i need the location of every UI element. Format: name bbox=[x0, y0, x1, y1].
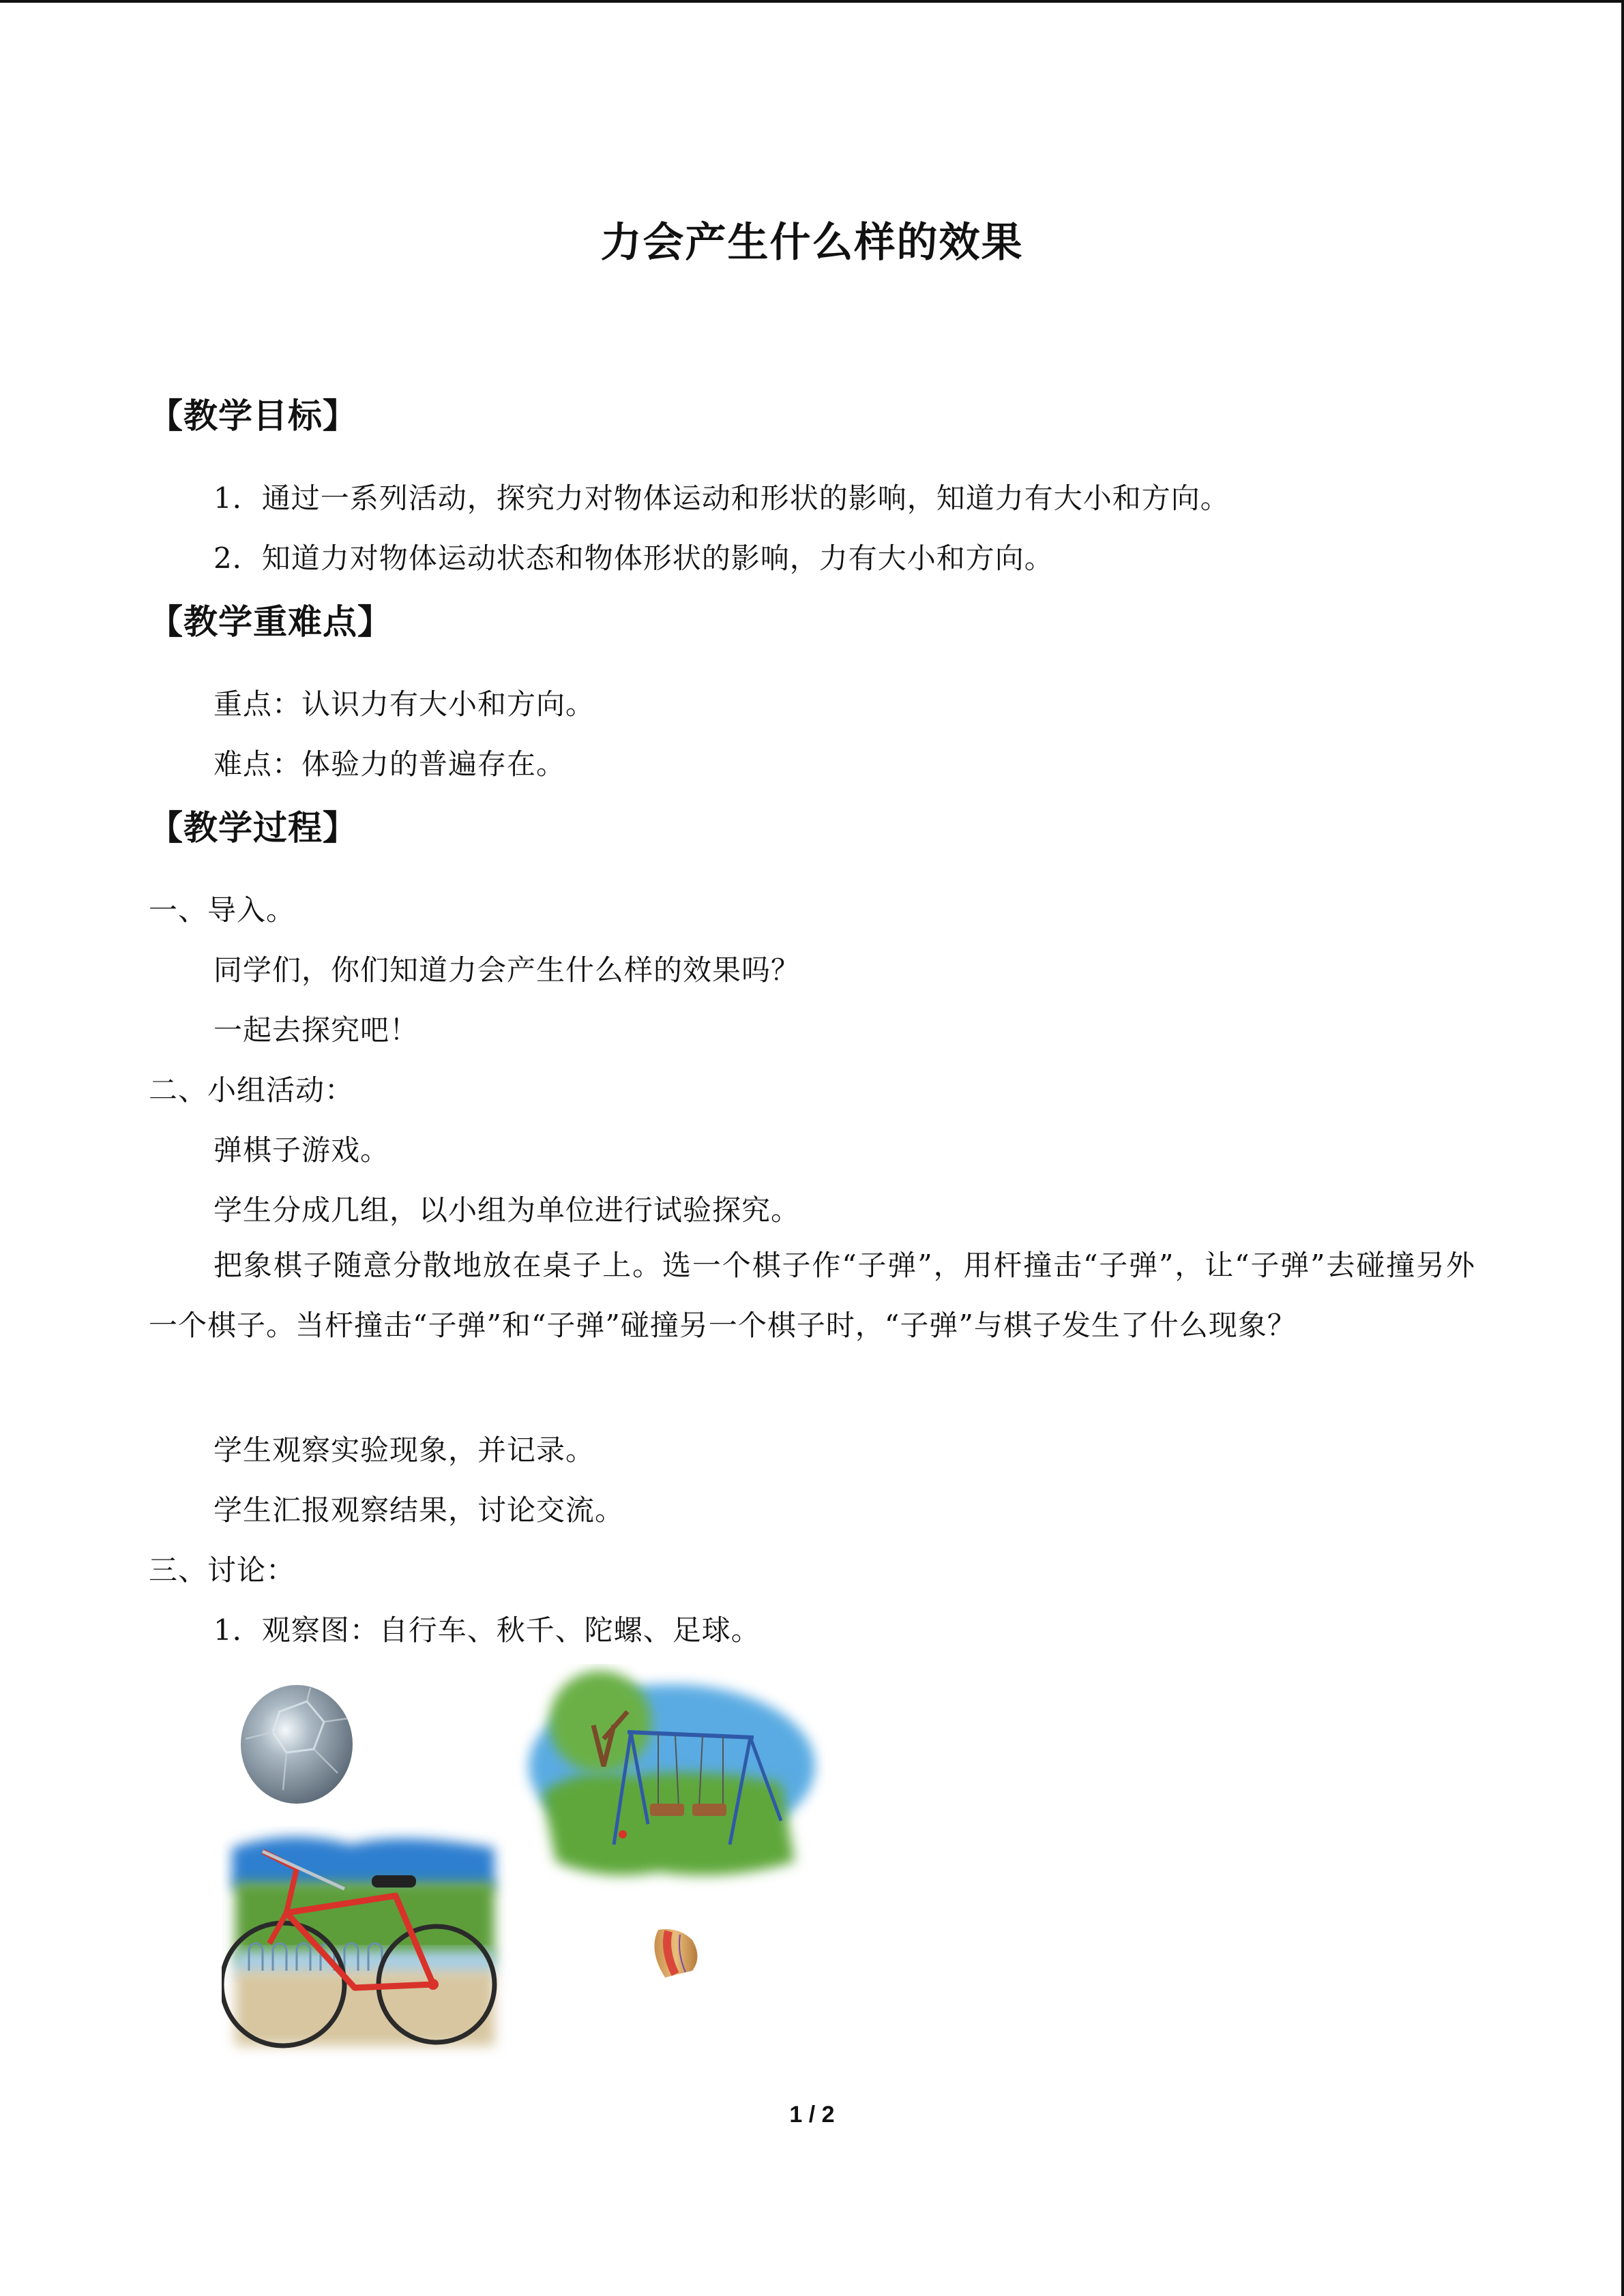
process-part2-label: 二、小组活动： bbox=[149, 1073, 355, 1107]
key-point-difficulty: 难点：体验力的普遍存在。 bbox=[213, 747, 566, 781]
football-icon bbox=[241, 1685, 353, 1804]
bicycle-icon bbox=[222, 1837, 494, 2046]
illustration-figure bbox=[222, 1664, 825, 2066]
heading-key-points: 【教学重难点】 bbox=[149, 602, 392, 642]
heading-process: 【教学过程】 bbox=[149, 808, 357, 848]
spinning-top-icon bbox=[654, 1929, 697, 1978]
objective-item-2: 2．知道力对物体运动状态和物体形状的影响，力有大小和方向。 bbox=[213, 541, 1054, 575]
objective-item-1: 1．通过一系列活动，探究力对物体运动和形状的影响，知道力有大小和方向。 bbox=[213, 481, 1230, 515]
process-part2-line2: 学生分成几组，以小组为单位进行试验探究。 bbox=[213, 1193, 801, 1227]
process-part2-after2: 学生汇报观察结果，讨论交流。 bbox=[213, 1493, 625, 1527]
process-part1-line1: 同学们，你们知道力会产生什么样的效果吗？ bbox=[213, 953, 801, 987]
key-point-focus: 重点：认识力有大小和方向。 bbox=[213, 687, 595, 721]
process-part3-label: 三、讨论： bbox=[149, 1553, 296, 1587]
process-part1-line2: 一起去探究吧！ bbox=[213, 1013, 419, 1047]
heading-objectives: 【教学目标】 bbox=[149, 396, 357, 436]
process-part1-label: 一、导入。 bbox=[149, 893, 296, 927]
process-part3-line1: 1．观察图：自行车、秋千、陀螺、足球。 bbox=[213, 1613, 761, 1647]
process-part2-line1: 弹棋子游戏。 bbox=[213, 1133, 390, 1167]
page-title: 力会产生什么样的效果 bbox=[600, 219, 1024, 267]
process-part2-after1: 学生观察实验现象，并记录。 bbox=[213, 1433, 595, 1467]
page-number: 1 / 2 bbox=[789, 2102, 835, 2128]
swing-icon bbox=[529, 1671, 815, 1875]
process-part2-paragraph: 把象棋子随意分散地放在桌子上。选一个棋子作“子弹”，用杆撞击“子弹”，让“子弹”去碰撞另外一个棋子。当杆撞击“子弹”和“子弹”碰撞另一个棋子时，“子弹”与棋子发生了什么现象？ bbox=[149, 1249, 1475, 1342]
